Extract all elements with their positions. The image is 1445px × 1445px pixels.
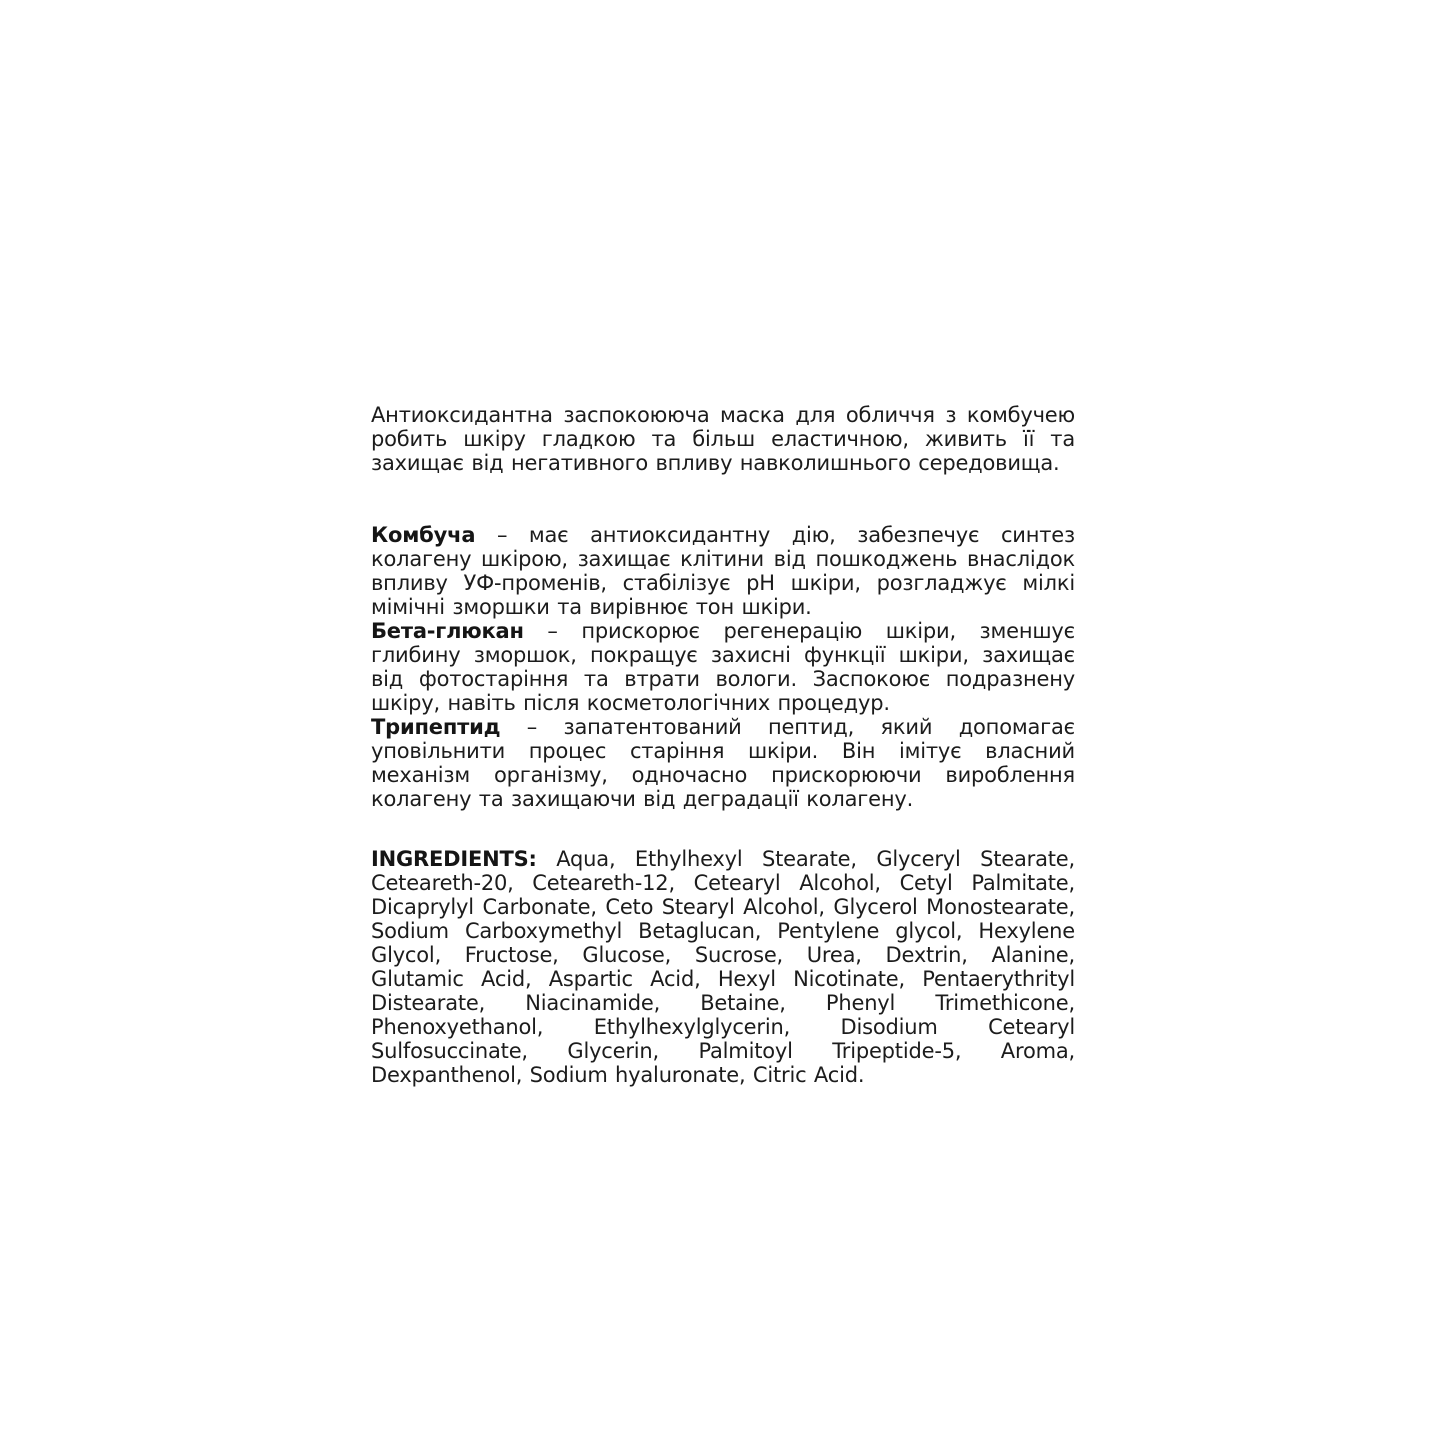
- active-ingredients-section: [371, 523, 1075, 811]
- active-term-tripeptide: Трипептид: [371, 715, 501, 739]
- active-description-tripeptide: – запатентований пептид, який допомагає уповільнити процес старіння шкіри. Він імітує власний механізм організму, одночасно прискорюючи вироблення колагену та захищаючи від деградації колагену.: [371, 715, 1075, 811]
- active-description-kombucha: – має антиоксидантну дію, забезпечує синтез колагену шкірою, захищає клітини від пошкоджень внаслідок впливу УФ-променів, стабілізує pH шкіри, розгладжує мілкі мімічні зморшки та вирівнює тон шкіри.: [371, 523, 1075, 619]
- active-term-beta-glucan: Бета-глюкан: [371, 619, 524, 643]
- active-description-beta-glucan: – прискорює регенерацію шкіри, зменшує глибину зморшок, покращує захисні функції шкіри, захищає від фотостаріння та втрати вологи. Заспокоює подразнену шкіру, навіть після косметологічних процедур.: [371, 619, 1075, 715]
- ingredients-label: INGREDIENTS:: [371, 847, 537, 871]
- active-term-kombucha: Комбуча: [371, 523, 476, 547]
- ingredients-section: [371, 847, 1075, 1087]
- ingredients-paragraph: [371, 847, 1075, 1087]
- intro-paragraph: [371, 403, 1075, 475]
- ingredients-list: Aqua, Ethylhexyl Stearate, Glyceryl Stearate, Ceteareth-20, Ceteareth-12, Cetearyl Alcohol, Cetyl Palmitate, Dicaprylyl Carbonate, Ceto Stearyl Alcohol, Glycerol Monostearate, Sodium Carboxymethyl Betaglucan, Pentylene glycol, Hexylene Glycol, Fructose, Glucose, Sucrose, Urea, Dextrin, Alanine, Glutamic Acid, Aspartic Acid, Hexyl Nicotinate, Pentaerythrityl Distearate, Niacinamide, Betaine, Phenyl Trimethicone, Phenoxyethanol, Ethylhexylglycerin, Disodium Cetearyl Sulfosuccinate, Glycerin, Palmitoyl Tripeptide-5, Aroma, Dexpanthenol, Sodium hyaluronate, Citric Acid.: [371, 847, 1075, 1087]
- active-ingredient-kombucha: [371, 523, 1075, 619]
- intro-text: Антиоксидантна заспокоююча маска для обличчя з комбучею робить шкіру гладкою та більш еластичною, живить її та захищає від негативного впливу навколишнього середовища.: [371, 403, 1075, 475]
- active-ingredient-tripeptide: [371, 715, 1075, 811]
- active-ingredient-beta-glucan: [371, 619, 1075, 715]
